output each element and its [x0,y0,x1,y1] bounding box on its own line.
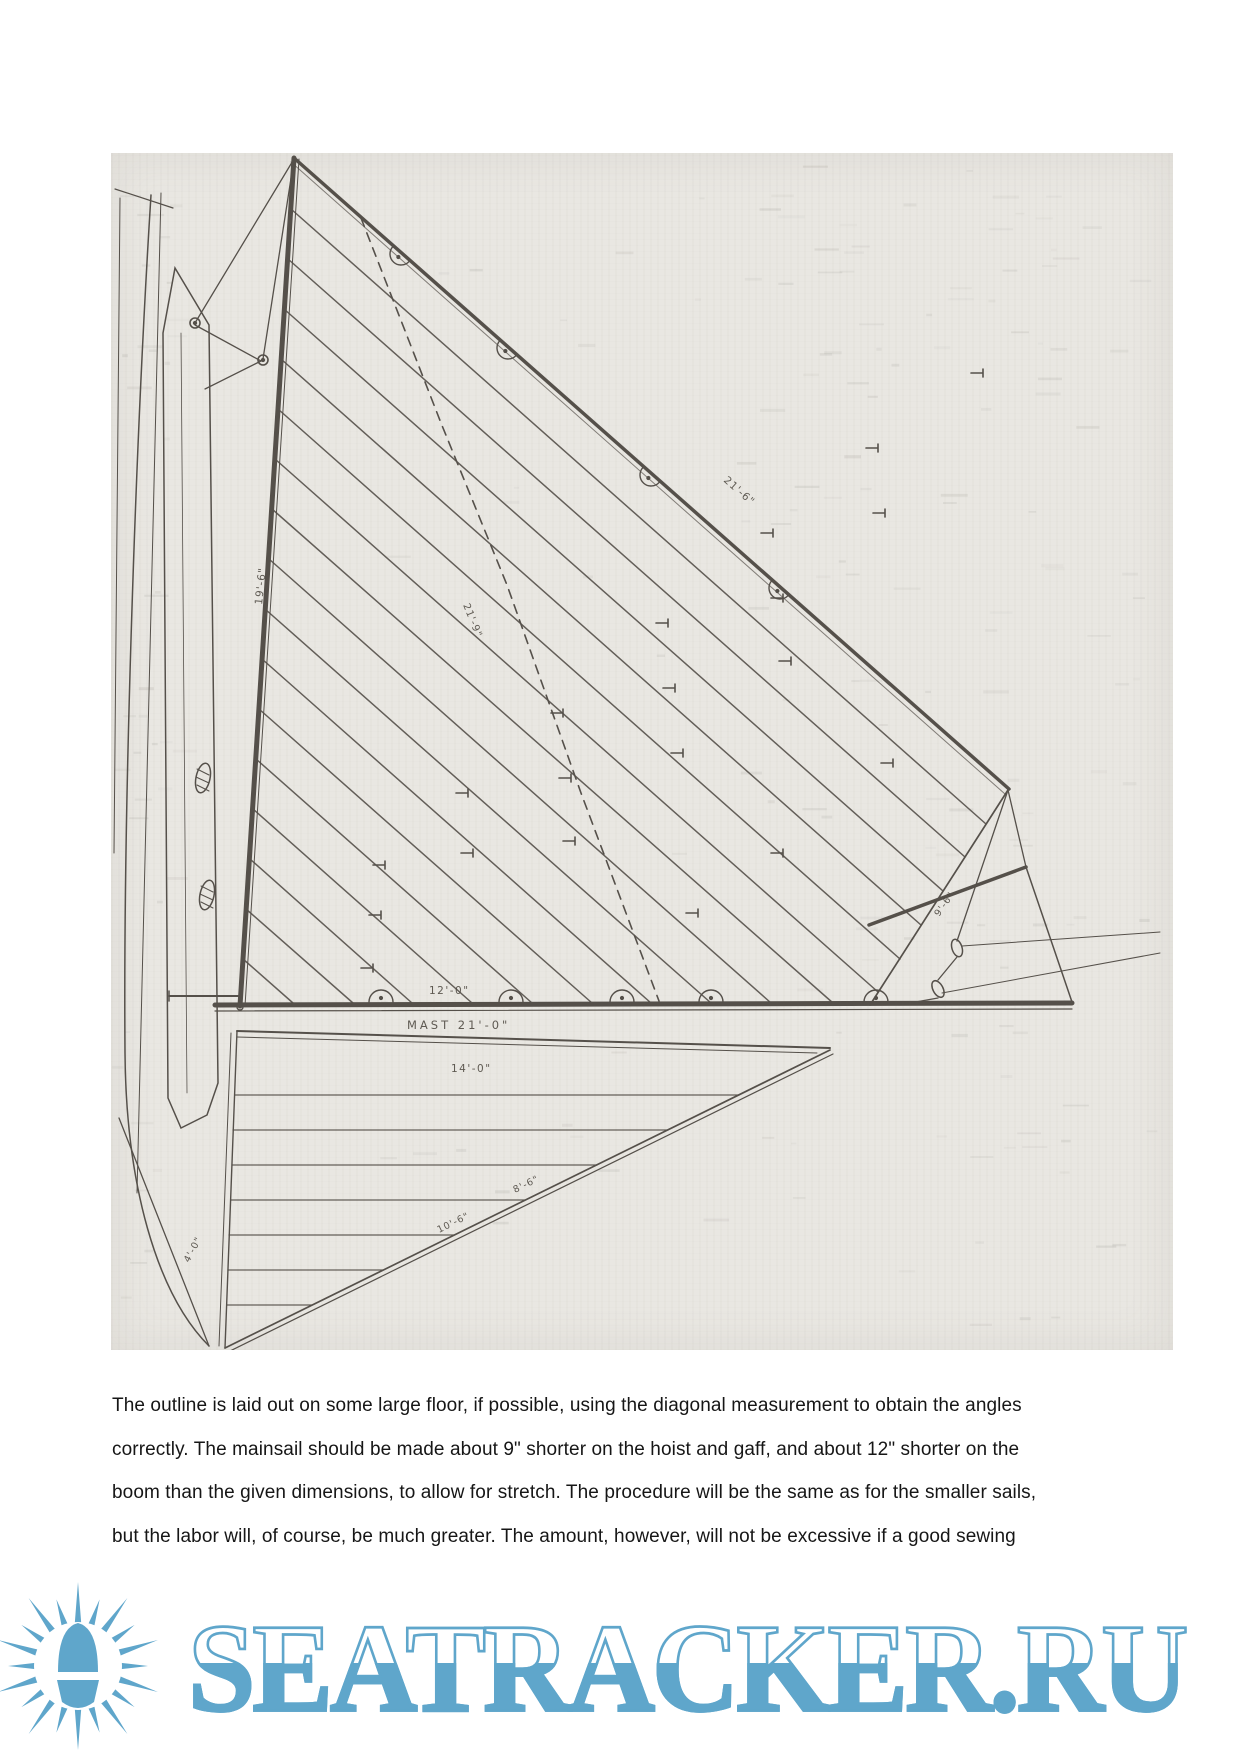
sail-plan-drawing [111,153,1173,1350]
thumb-cleat-ovals [193,762,217,911]
paragraph-line: but the labor will, of course, be much greater. The amount, however, will not be excessive if a good sewing [112,1525,1016,1547]
sun-icon [0,1576,170,1754]
club-spar [163,268,218,1128]
label-gaff-length: 21'-6" [721,474,758,509]
watermark-text: SEATRACKER.RU [188,1591,1238,1747]
jib-seams [227,1095,739,1305]
paragraph-line: The outline is laid out on some large floor, if possible, using the diagonal measurement to obtain the angles [112,1395,1022,1416]
body-paragraph [112,1384,1132,1558]
masthead-rigging [190,159,294,389]
left-sail-profile [114,189,209,1346]
gaff-spar [291,158,1009,794]
mast-spar [240,158,299,1006]
label-jib-head: 14'-0" [451,1063,492,1075]
diagonal-measurement-line [361,218,659,1001]
label-diagonal-length: 21'-9" [460,602,484,640]
boom-spar [169,991,1072,1011]
label-mast-length: MAST 21'-0" [407,1018,511,1032]
dimension-labels [182,474,957,1264]
paragraph-line: correctly. The mainsail should be made about 9" shorter on the hoist and gaff, and about 12" shorter on the [112,1438,1020,1460]
label-jib-leech-lower: 10'-6" [435,1210,472,1236]
gaff-cringle-arcs [385,247,788,604]
scanned-figure [111,153,1173,1350]
label-boom-section: 12'-0" [429,985,470,997]
label-jib-tack: 4'-0" [181,1234,205,1265]
label-hoist-length: 19'-6" [253,566,269,606]
paragraph-line: boom than the given dimensions, to allow for stretch. The procedure will be the same as for the smaller sails, [112,1482,1037,1503]
label-clew-tackle: 9'-6" [932,889,958,919]
label-jib-leech-upper: 8'-6" [511,1173,542,1196]
clew-tackle-rigging [869,790,1160,1005]
seatracker-watermark [0,1576,1240,1754]
